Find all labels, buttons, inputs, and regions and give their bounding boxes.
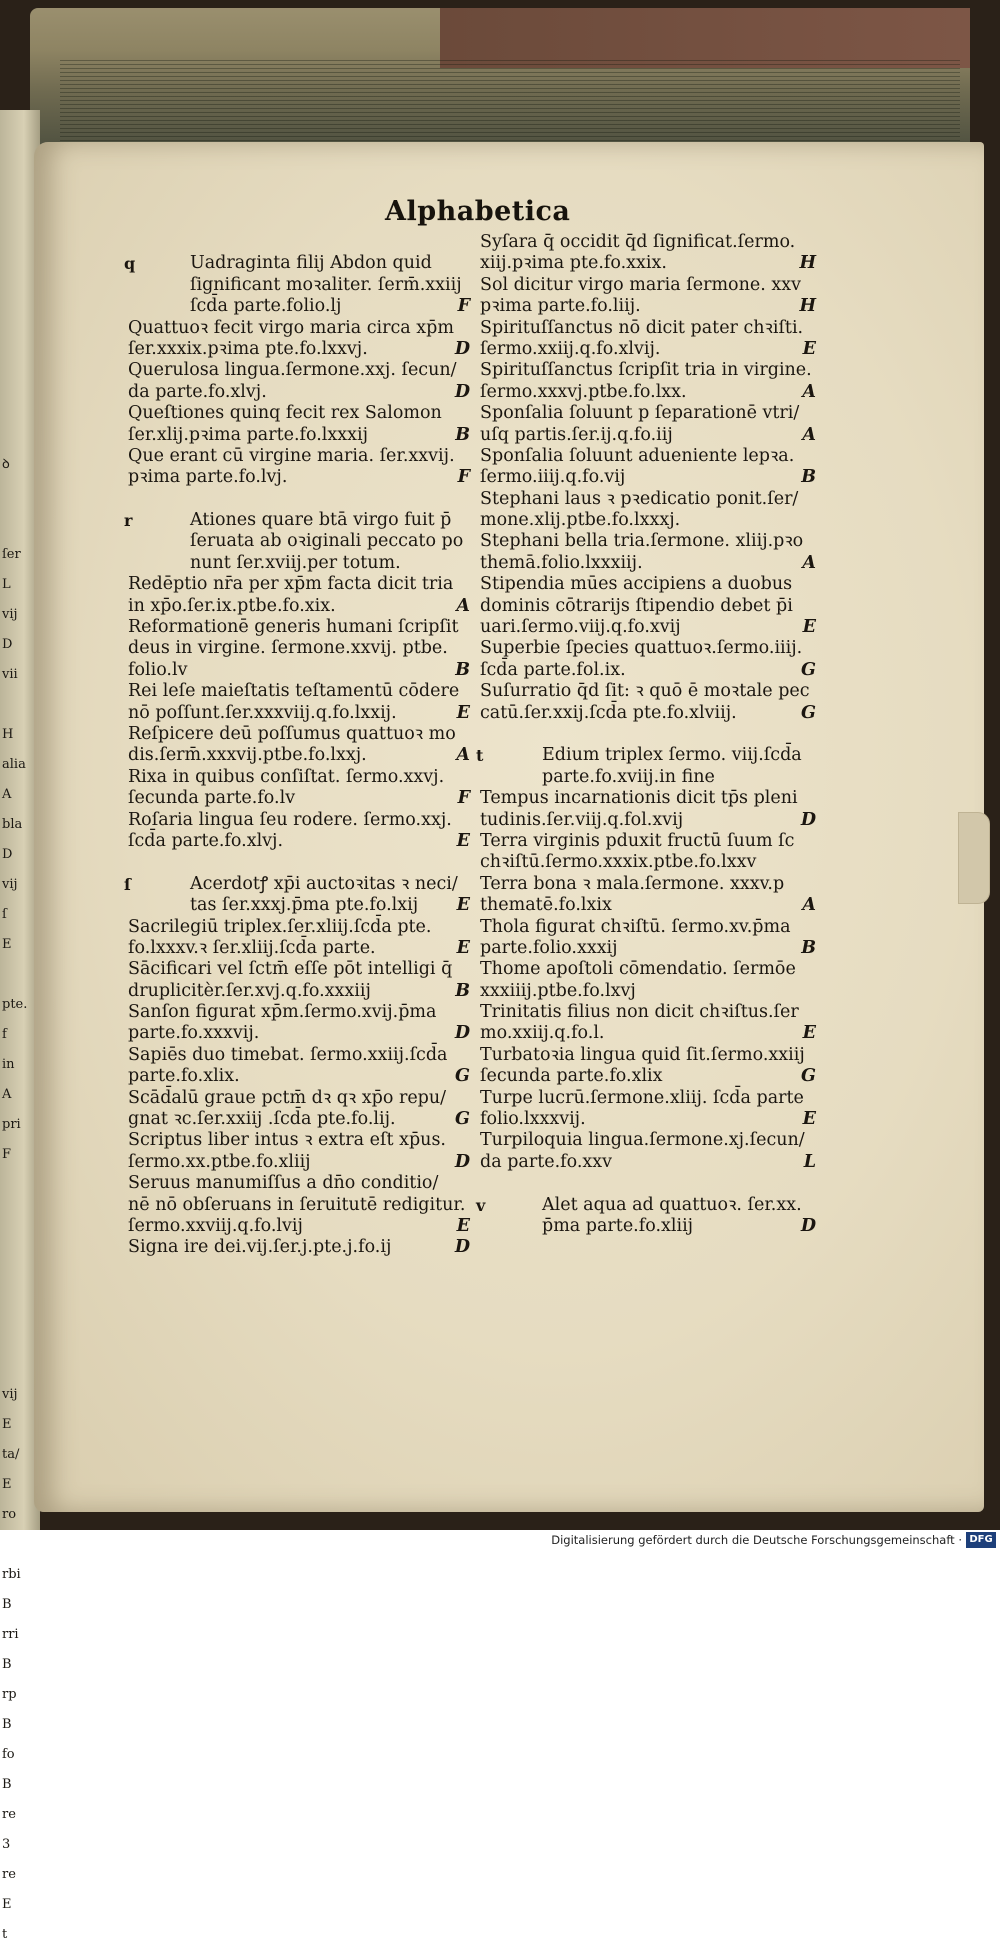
entry-line: ſermo.xxiij.q.fo.xlvij. (480, 338, 661, 359)
entry-line: tudinis.ſer.viij.q.fol.xvij (480, 809, 684, 830)
index-entry (480, 1002, 816, 1045)
index-entry (128, 446, 470, 489)
entry-line: pꝛima parte.fo.lvj. (128, 467, 288, 488)
entry-line: folio.lxxxvij. (480, 1109, 586, 1130)
entry-line: parte.folio.xxxij (480, 937, 618, 958)
entry-line: Quattuoꝛ fecit virgo maria circa xp̄m (128, 317, 454, 338)
section-marker: E (456, 895, 470, 916)
section-marker: H (799, 296, 816, 317)
entry-line: Sācificari vel ſctm̄ eſſe pōt intelligi q̄ (128, 959, 453, 980)
index-entry (128, 1088, 470, 1131)
section-marker: G (801, 1066, 816, 1087)
entry-line: Acerdotꝭ xp̄i auctoꝛitas ꝛ neci/ (190, 873, 458, 894)
section-gap (128, 232, 470, 253)
entry-line: thematē.fo.lxix (480, 895, 612, 916)
index-entry (128, 1173, 470, 1237)
entry-line: mo.xxiij.q.fo.l. (480, 1023, 605, 1044)
entry-line: Stephani laus ꝛ pꝛedicatio ponit.ſer/ (480, 488, 799, 509)
entry-line: xxxiiij.ptbe.fo.lxvj (480, 980, 636, 1001)
entry-line: Thola figurat chꝛiſtū. ſermo.xv.p̄ma (480, 916, 791, 937)
index-entry (128, 1002, 470, 1045)
section-marker: A (802, 424, 816, 445)
entry-line: druplicitèr.ſer.xvj.q.fo.xxxiij (128, 980, 371, 1001)
footer-bar (0, 1530, 1000, 1551)
entry-line: Turbatoꝛia lingua quid ſit.ſermo.xxiij (480, 1044, 805, 1065)
index-entry (480, 831, 816, 874)
entry-line: Signa ire dei.vij.ſer.j.pte.j.fo.ij (128, 1237, 392, 1258)
index-entry (124, 253, 470, 317)
section-letter: q (124, 254, 136, 274)
entry-line: p̄ma parte.fo.xliij (542, 1215, 694, 1236)
entry-line: Rixa in quibus conſiſtat. ſermo.xxvj. (128, 766, 445, 787)
index-entry (480, 232, 816, 275)
entry-line: folio.lv (128, 659, 188, 680)
entry-line: mone.xlij.ptbe.fo.lxxxj. (480, 510, 681, 531)
index-entry (124, 510, 470, 574)
entry-line: Turpe lucrū.ſermone.xliij. ſcd̄a parte (480, 1087, 804, 1108)
entry-line: in xp̄o.ſer.ix.ptbe.fo.xix. (128, 595, 336, 616)
section-marker: E (802, 338, 816, 359)
entry-line: Sol dicitur virgo maria ſermone. xxv (480, 274, 801, 295)
section-marker: L (803, 1151, 816, 1172)
entry-line: Seruus manumiſſus a dn̄o conditio/ (128, 1173, 439, 1194)
section-marker: A (456, 745, 470, 766)
section-marker: D (800, 809, 816, 830)
index-entry (480, 489, 816, 532)
entry-line: Terra bona ꝛ mala.ſermone. xxxv.p (480, 873, 785, 894)
entry-line: Stipendia mūes accipiens a duobus (480, 574, 793, 595)
section-marker: A (802, 381, 816, 402)
section-marker: E (802, 1109, 816, 1130)
dfg-logo-icon: DFG (966, 1532, 996, 1548)
entry-line: ſer.xxxix.pꝛima pte.fo.lxxvj. (128, 338, 368, 359)
section-marker: F (457, 296, 470, 317)
entry-line: da parte.fo.xxv (480, 1151, 613, 1172)
index-entry (128, 917, 470, 960)
section-marker: G (455, 1109, 470, 1130)
entry-line: Trinitatis filius non dicit chꝛiſtus.ſer (480, 1002, 799, 1023)
index-entry (476, 745, 816, 788)
index-entry (128, 767, 470, 810)
index-entry (480, 574, 816, 638)
entry-line: ſcd̄a parte.folio.lj (190, 296, 342, 317)
section-gap (128, 489, 470, 510)
index-entry (128, 1045, 470, 1088)
book-back-cover (440, 8, 970, 68)
index-entry (128, 360, 470, 403)
page-edges-texture (60, 60, 960, 145)
entry-line: Scād̄alū graue pctm̄ dꝛ qꝛ xp̄o repu/ (128, 1087, 447, 1108)
section-gap (128, 852, 470, 873)
section-marker: E (802, 1023, 816, 1044)
entry-line: Spirituſſanctus ſcripſit tria in virgine. (480, 360, 812, 381)
entry-line: ſeruata ab oꝛiginali peccato po (190, 531, 464, 552)
entry-line: ſermo.xxviij.q.fo.lvij (128, 1215, 303, 1236)
page-title: Alphabetica (385, 196, 571, 227)
entry-line: ſecunda parte.fo.lv (128, 788, 296, 809)
index-entry (128, 1237, 470, 1258)
index-entry (480, 917, 816, 960)
entry-line: Sacrilegiū triplex.ſer.xliij.ſcd̄a pte. (128, 916, 432, 937)
index-entry (128, 574, 470, 617)
entry-line: ſermo.xxxvj.ptbe.fo.lxx. (480, 381, 687, 402)
entry-line: Scriptus liber intus ꝛ extra eſt xp̄us. (128, 1130, 446, 1151)
entry-line: Edium triplex ſermo. viij.ſcd̄a (542, 745, 802, 766)
entry-line: ſer.xlij.pꝛima parte.fo.lxxxij (128, 424, 369, 445)
entry-line: Sanſon figurat xp̄m.ſermo.xvij.p̄ma (128, 1002, 437, 1023)
entry-line: dis.ſerm̄.xxxvij.ptbe.fo.lxxj. (128, 745, 367, 766)
section-marker: A (802, 895, 816, 916)
section-marker: E (456, 937, 470, 958)
entry-line: parte.fo.xlix. (128, 1066, 240, 1087)
section-marker: D (454, 1023, 470, 1044)
section-marker: E (456, 830, 470, 851)
index-entry (480, 360, 816, 403)
entry-line: Querulosa lingua.ſermone.xxj. ſecun/ (128, 360, 457, 381)
entry-line: Rei leſe maieſtatis teſtamentū cōdere (128, 681, 460, 702)
entry-line: Redēptio nr̄a per xp̄m facta dicit tria (128, 574, 454, 595)
index-entry (128, 403, 470, 446)
entry-line: Stephani bella tria.ſermone. xliij.pꝛo (480, 531, 804, 552)
entry-line: Syſara q̄ occidit q̄d ſignificat.ſermo. (480, 232, 796, 252)
section-marker: D (454, 1237, 470, 1258)
entry-line: pꝛima parte.fo.liij. (480, 296, 641, 317)
index-entry (480, 318, 816, 361)
section-marker: D (800, 1215, 816, 1236)
index-entry (476, 1194, 816, 1238)
section-marker: D (454, 1151, 470, 1172)
index-entry (124, 873, 470, 917)
entry-line: uari.ſermo.viij.q.fo.xvij (480, 617, 681, 638)
section-letter: ſ (124, 874, 131, 894)
section-marker: B (801, 937, 816, 958)
section-marker: B (801, 467, 816, 488)
index-entry (480, 531, 816, 574)
section-marker: B (455, 980, 470, 1001)
entry-line: chꝛiſtū.ſermo.xxxix.ptbe.fo.lxxv (480, 852, 757, 873)
index-entry (480, 638, 816, 681)
entry-line: ſermo.iiij.q.fo.vij (480, 467, 626, 488)
entry-line: themā.folio.lxxxiij. (480, 552, 643, 573)
index-entry (480, 788, 816, 831)
entry-line: Ationes quare btā virgo fuit p̄ (190, 510, 452, 531)
entry-line: ſermo.xx.ptbe.fo.xliij (128, 1151, 311, 1172)
entry-line: dominis cōtrarijs ſtipendio debet p̄i (480, 595, 793, 616)
index-entry (480, 1130, 816, 1173)
entry-line: da parte.fo.xlvj. (128, 381, 267, 402)
index-entry (480, 874, 816, 917)
section-gap (480, 724, 816, 745)
index-entry (128, 681, 470, 724)
section-marker: H (799, 253, 816, 274)
section-marker: G (801, 659, 816, 680)
entry-line: parte.fo.xviij.in fine (542, 766, 715, 787)
entry-line: Reſpicere deū poſſumus quattuoꝛ mo (128, 723, 456, 744)
index-entry (480, 1045, 816, 1088)
entry-line: deus in virgine. ſermone.xxvij. ptbe. (128, 638, 448, 659)
entry-line: Turpiloquia lingua.ſermone.xj.ſecun/ (480, 1130, 805, 1151)
entry-line: Queſtiones quinq fecit rex Salomon (128, 403, 442, 424)
section-marker: G (455, 1066, 470, 1087)
entry-line: Spirituſſanctus nō dicit pater chꝛiſti. (480, 317, 804, 338)
entry-line: nunt ſer.xviij.per totum. (190, 552, 401, 573)
section-marker: A (802, 552, 816, 573)
section-marker: G (801, 702, 816, 723)
section-marker: D (454, 381, 470, 402)
section-marker: F (457, 788, 470, 809)
index-entry (128, 959, 470, 1002)
index-entry (128, 724, 470, 767)
entry-line: Sponſalia ſoluunt adueniente lepꝛa. (480, 445, 795, 466)
index-entry (128, 1130, 470, 1173)
section-marker: E (456, 1215, 470, 1236)
index-entry (480, 446, 816, 489)
page-clip-tab (958, 812, 990, 904)
index-entry (128, 810, 470, 853)
entry-line: nē nō obſeruans in ſeruitutē redigitur. (128, 1194, 466, 1215)
section-marker: E (802, 617, 816, 638)
section-gap (480, 1173, 816, 1194)
entry-line: nō poſſunt.ſer.xxxviij.q.fo.lxxij. (128, 702, 397, 723)
index-entry (480, 681, 816, 724)
index-entry (480, 959, 816, 1002)
entry-line: ſecunda parte.fo.xlix (480, 1066, 663, 1087)
entry-line: Alet aqua ad quattuoꝛ. ſer.xx. (542, 1194, 802, 1215)
facing-page-fragments: ꝺ ſer L vij D vii H alia A bla D vij ſ E pte. f in A pri F vij E ta/ E ro rbi B rri B rp B fo B re 3 re E t (2, 457, 28, 1942)
entry-line: Uadraginta filij Abdon quid (190, 253, 432, 274)
entry-line: Reformationē generis humani ſcripſit (128, 617, 459, 638)
entry-line: ſignificant moꝛaliter. ſerm̄.xxiij (190, 274, 462, 295)
index-column-left (124, 232, 470, 1259)
entry-line: fo.lxxxv.ꝛ ſer.xliij.ſcd̄a parte. (128, 937, 376, 958)
section-marker: B (455, 659, 470, 680)
index-entry (480, 1088, 816, 1131)
index-entry (128, 617, 470, 681)
entry-line: ſcd̄a parte.fol.ix. (480, 659, 626, 680)
section-marker: B (455, 424, 470, 445)
entry-line: xiij.pꝛima pte.fo.xxix. (480, 253, 667, 274)
section-marker: A (456, 595, 470, 616)
entry-line: Sponſalia ſoluunt p ſeparationē vtri/ (480, 403, 800, 424)
entry-line: gnat ꝛc.ſer.xxiij .ſcd̄a pte.fo.lij. (128, 1109, 396, 1130)
index-entry (128, 318, 470, 361)
funding-credit: Digitalisierung gefördert durch die Deutsche Forschungsgemeinschaft · (551, 1533, 962, 1547)
entry-line: parte.fo.xxxvij. (128, 1023, 260, 1044)
section-marker: F (457, 467, 470, 488)
section-letter: t (476, 746, 484, 766)
entry-line: catū.ſer.xxij.ſcd̄a pte.fo.xlviij. (480, 702, 737, 723)
section-marker: D (454, 338, 470, 359)
index-column-right (476, 232, 816, 1237)
section-letter: r (124, 511, 133, 531)
entry-line: Sapiēs duo timebat. ſermo.xxiij.ſcd̄a (128, 1044, 448, 1065)
section-letter: v (476, 1195, 486, 1215)
entry-line: Superbie ſpecies quattuoꝛ.ſermo.iiij. (480, 638, 803, 659)
index-entry (480, 275, 816, 318)
entry-line: tas ſer.xxxj.p̄ma pte.fo.lxij (190, 895, 419, 916)
entry-line: Thome apoſtoli cōmendatio. ſermōe (480, 959, 796, 980)
entry-line: Roſaria lingua ſeu rodere. ſermo.xxj. (128, 809, 452, 830)
entry-line: ſcd̄a parte.fo.xlvj. (128, 830, 284, 851)
entry-line: Tempus incarnationis dicit tp̄s pleni (480, 788, 798, 809)
entry-line: Que erant cū virgine maria. ſer.xxvij. (128, 445, 455, 466)
entry-line: uſq partis.ſer.ij.q.fo.iij (480, 424, 673, 445)
entry-line: Terra virginis pduxit fructū ſuum ſc (480, 830, 795, 851)
index-entry (480, 403, 816, 446)
section-marker: E (456, 702, 470, 723)
entry-line: Suſurratio q̄d ſit: ꝛ quō ē moꝛtale pec (480, 681, 810, 702)
